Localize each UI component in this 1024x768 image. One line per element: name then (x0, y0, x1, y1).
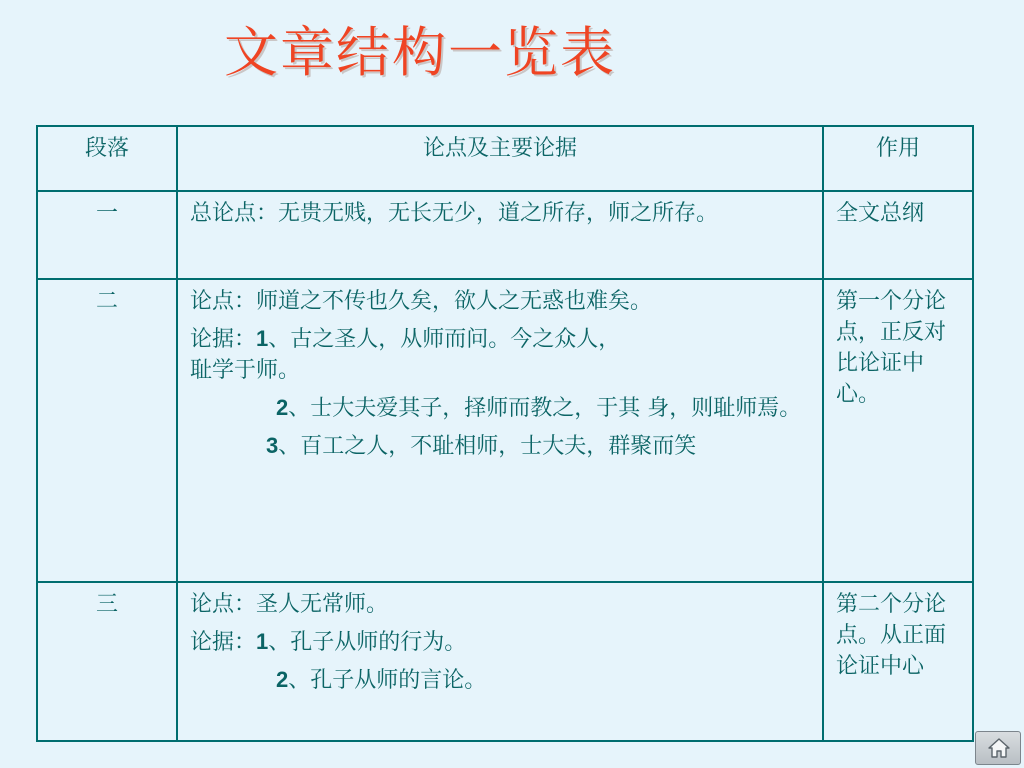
paragraph-cell: 一 (37, 191, 177, 279)
arguments-cell (177, 279, 823, 582)
evidence-text: 、士大夫爱其子，择师而教之，于其 身，则耻师焉。 (288, 396, 802, 421)
sub-thesis: 论点：圣人无常师。 (190, 592, 389, 617)
evidence-2 (190, 664, 810, 696)
evidence-3 (190, 430, 810, 462)
sub-thesis: 论点：师道之不传也久矣，欲人之无惑也难矣。 (190, 289, 653, 314)
table-row (37, 191, 973, 279)
structure-table (36, 125, 974, 742)
evidence-text: 、孔子从师的言论。 (288, 668, 487, 693)
table-row (37, 582, 973, 741)
evidence-text: 、古之圣人，从师而问。今之众人， (268, 327, 621, 352)
role-cell: 全文总纲 (823, 191, 973, 279)
home-button[interactable] (975, 731, 1021, 765)
header-paragraph: 段落 (37, 126, 177, 191)
evidence-text: 、孔子从师的行为。 (268, 630, 467, 655)
paragraph-cell: 二 (37, 279, 177, 582)
arguments-cell (177, 582, 823, 741)
evidence-number: 2 (276, 667, 289, 692)
page-title: 文章结构一览表 (224, 21, 616, 84)
header-arguments: 论点及主要论据 (177, 126, 823, 191)
evidence-number: 3 (266, 433, 279, 458)
role-cell: 第一个分论点，正反对比论证中心。 (823, 279, 973, 582)
evidence-label: 论据： (190, 630, 257, 655)
table-row (37, 279, 973, 582)
arguments-cell (177, 191, 823, 279)
home-icon (987, 737, 1011, 759)
evidence-number: 2 (276, 395, 289, 420)
evidence-1 (190, 323, 810, 386)
evidence-label: 论据： (190, 327, 257, 352)
evidence-text: 、百工之人，不耻相师，士大夫，群聚而笑 (278, 434, 697, 459)
paragraph-cell: 三 (37, 582, 177, 741)
evidence-number: 1 (256, 326, 269, 351)
table-header-row (37, 126, 973, 191)
evidence-1 (190, 626, 810, 658)
evidence-2 (190, 392, 810, 424)
role-cell: 第二个分论点。从正面论证中心 (823, 582, 973, 741)
evidence-number: 1 (256, 629, 269, 654)
main-thesis: 总论点：无贵无贱，无长无少，道之所存，师之所存。 (190, 201, 719, 226)
header-role: 作用 (823, 126, 973, 191)
evidence-text-cont: 耻学于师。 (190, 358, 301, 383)
